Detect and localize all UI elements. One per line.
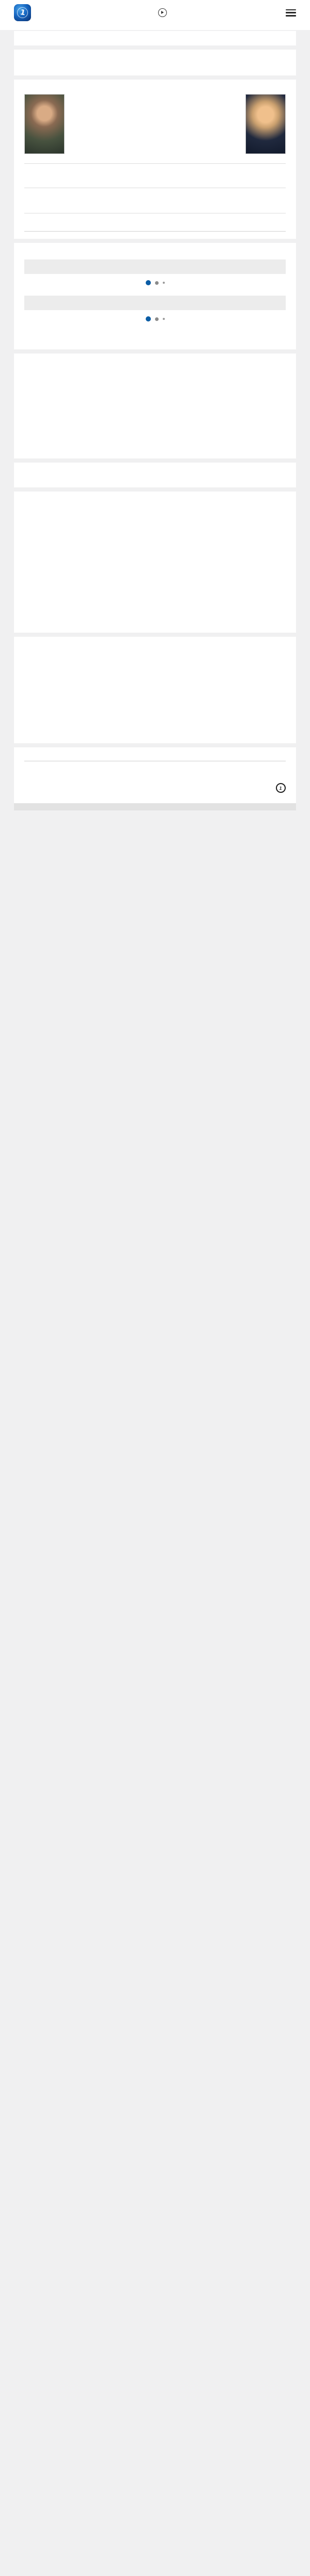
footer-links <box>24 761 286 765</box>
donald-trump-photo <box>245 94 286 154</box>
site-header <box>0 0 310 23</box>
senat-ergebnisse-card <box>14 492 296 633</box>
map-source <box>24 188 286 190</box>
breadcrumb <box>0 23 310 30</box>
rueckblick-card <box>14 637 296 743</box>
senat-card <box>14 463 296 487</box>
poll-card-reasons <box>24 296 286 310</box>
dot-1[interactable] <box>146 280 151 285</box>
source-note <box>24 163 286 166</box>
bottom-spacer <box>0 810 310 872</box>
copyright-bar <box>14 803 296 810</box>
dot-2[interactable] <box>155 281 159 285</box>
footer <box>14 747 296 803</box>
dot-3[interactable] <box>163 318 165 320</box>
ard-wordmark <box>275 783 286 793</box>
dot-3[interactable] <box>163 282 165 284</box>
hub-header-card <box>14 31 296 45</box>
repraesentantenhaus-card <box>14 354 296 458</box>
page <box>0 0 310 872</box>
poll-card-demographics <box>24 259 286 274</box>
carousel-dots-2 <box>24 312 286 326</box>
umfragen-card <box>14 243 296 349</box>
ard-one-icon: 1 <box>275 783 286 793</box>
play-icon[interactable] <box>158 8 167 17</box>
praesidentschaftswahl-card <box>14 80 296 239</box>
candidates-row <box>24 94 286 156</box>
hamburger-menu-icon[interactable] <box>286 9 296 17</box>
tagesschau-logo-icon[interactable] <box>14 4 31 21</box>
dot-1[interactable] <box>146 316 151 321</box>
ergebnisse-card <box>14 50 296 75</box>
dot-2[interactable] <box>155 317 159 321</box>
bubble-source <box>24 213 286 216</box>
kamala-harris-photo <box>24 94 65 154</box>
states-accordion <box>24 231 286 232</box>
ard-logo <box>24 783 286 796</box>
carousel-dots <box>24 276 286 289</box>
